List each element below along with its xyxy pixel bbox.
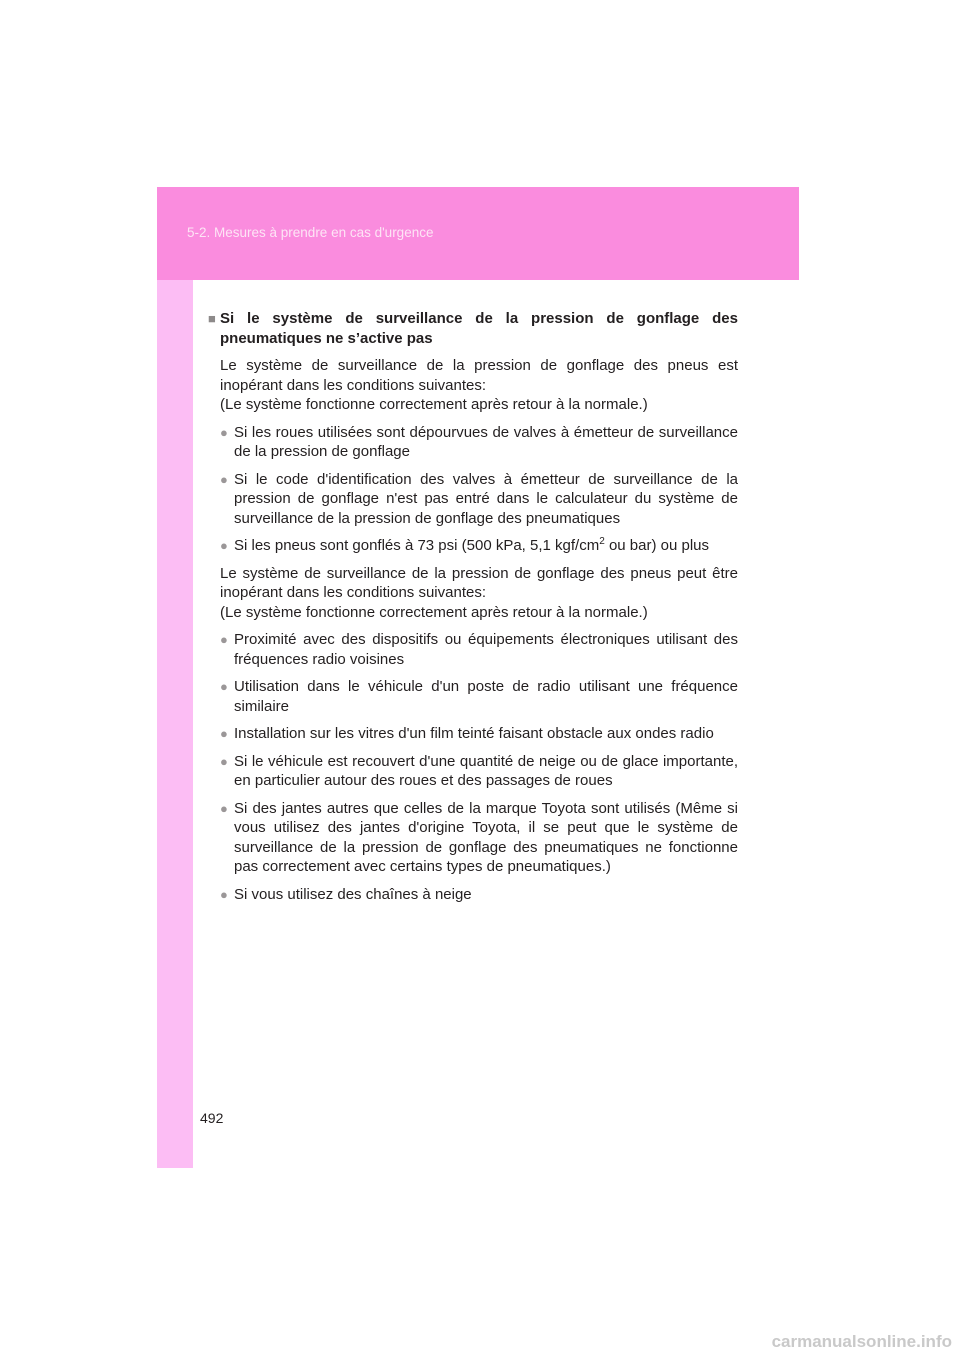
intro-paragraph-1	[220, 356, 738, 415]
list-item-text: Si vous utilisez des chaînes à neige	[234, 885, 472, 903]
watermark: carmanualsonline.info	[771, 1332, 952, 1351]
list-item	[220, 423, 738, 462]
list-item	[220, 677, 738, 716]
circle-bullet-icon: ●	[220, 726, 228, 741]
section-heading	[208, 309, 738, 348]
list-item	[220, 630, 738, 669]
circle-bullet-icon: ●	[220, 679, 228, 694]
list-item	[220, 724, 738, 744]
circle-bullet-icon: ●	[220, 632, 228, 647]
circle-bullet-icon: ●	[220, 753, 228, 769]
section-header-bar	[157, 187, 799, 280]
side-margin-bar	[157, 280, 193, 1168]
list-item-text: Si le véhicule est recouvert d'une quantité de neige ou de glace importante, en particulier autour des roues et des passages de roues	[234, 752, 738, 789]
list-item	[220, 536, 738, 556]
circle-bullet-icon: ●	[220, 800, 228, 816]
list-item-text: Si des jantes autres que celles de la marque Toyota sont utilisés (Même si vous utilisez des jantes d'origine Toyota, il se peut que le système de surveillance de la pression de gonflage des pneumatiques ne fonctionne pas correctement avec certains types de pneumatiques.)	[234, 799, 738, 875]
circle-bullet-icon: ●	[220, 471, 228, 487]
circle-bullet-icon: ●	[220, 886, 228, 902]
list-item-text: Installation sur les vitres d'un film teinté faisant obstacle aux ondes radio	[234, 725, 714, 742]
intro-2-line-2: (Le système fonctionne correctement après retour à la normale.)	[220, 603, 648, 621]
intro-paragraph-2	[220, 564, 738, 623]
intro-2-line-1: Le système de surveillance de la pression de gonflage des pneus peut être inopérant dans les conditions suivantes:	[220, 564, 738, 601]
pressure-text-before: Si les pneus sont gonflés à 73 psi (500 kPa, 5,1 kgf/cm	[234, 537, 600, 554]
circle-bullet-icon: ●	[220, 538, 228, 553]
list-item-text: Utilisation dans le véhicule d'un poste de radio utilisant une fréquence similaire	[234, 678, 738, 715]
list-item	[220, 752, 738, 791]
list-item	[220, 885, 738, 905]
pressure-text-after: ou bar) ou plus	[604, 537, 710, 554]
page-content	[208, 309, 738, 912]
superscript-exponent: 2	[599, 536, 605, 547]
circle-bullet-icon: ●	[220, 424, 228, 440]
section-title: 5-2. Mesures à prendre en cas d'urgence	[187, 225, 434, 240]
intro-1-line-1: Le système de surveillance de la pression de gonflage des pneus est inopérant dans les conditions suivantes:	[220, 357, 738, 394]
list-item	[220, 799, 738, 877]
square-bullet-icon: ■	[208, 311, 216, 326]
list-item-text: Si les roues utilisées sont dépourvues de valves à émetteur de surveillance de la pression de gonflage	[234, 423, 738, 460]
list-item-text: Proximité avec des dispositifs ou équipements électroniques utilisant des fréquences radio voisines	[234, 631, 738, 668]
intro-1-line-2: (Le système fonctionne correctement après retour à la normale.)	[220, 396, 648, 413]
list-item-text: Si le code d'identification des valves à émetteur de surveillance de la pression de gonflage n'est pas entré dans le calculateur du système de surveillance de la pression de gonflage des pneumatiques	[234, 470, 738, 527]
list-item	[220, 470, 738, 529]
list-item-text	[234, 536, 738, 556]
heading-text: Si le système de surveillance de la pression de gonflage des pneumatiques ne s’active pas	[220, 310, 738, 347]
page-number: 492	[200, 1110, 224, 1126]
